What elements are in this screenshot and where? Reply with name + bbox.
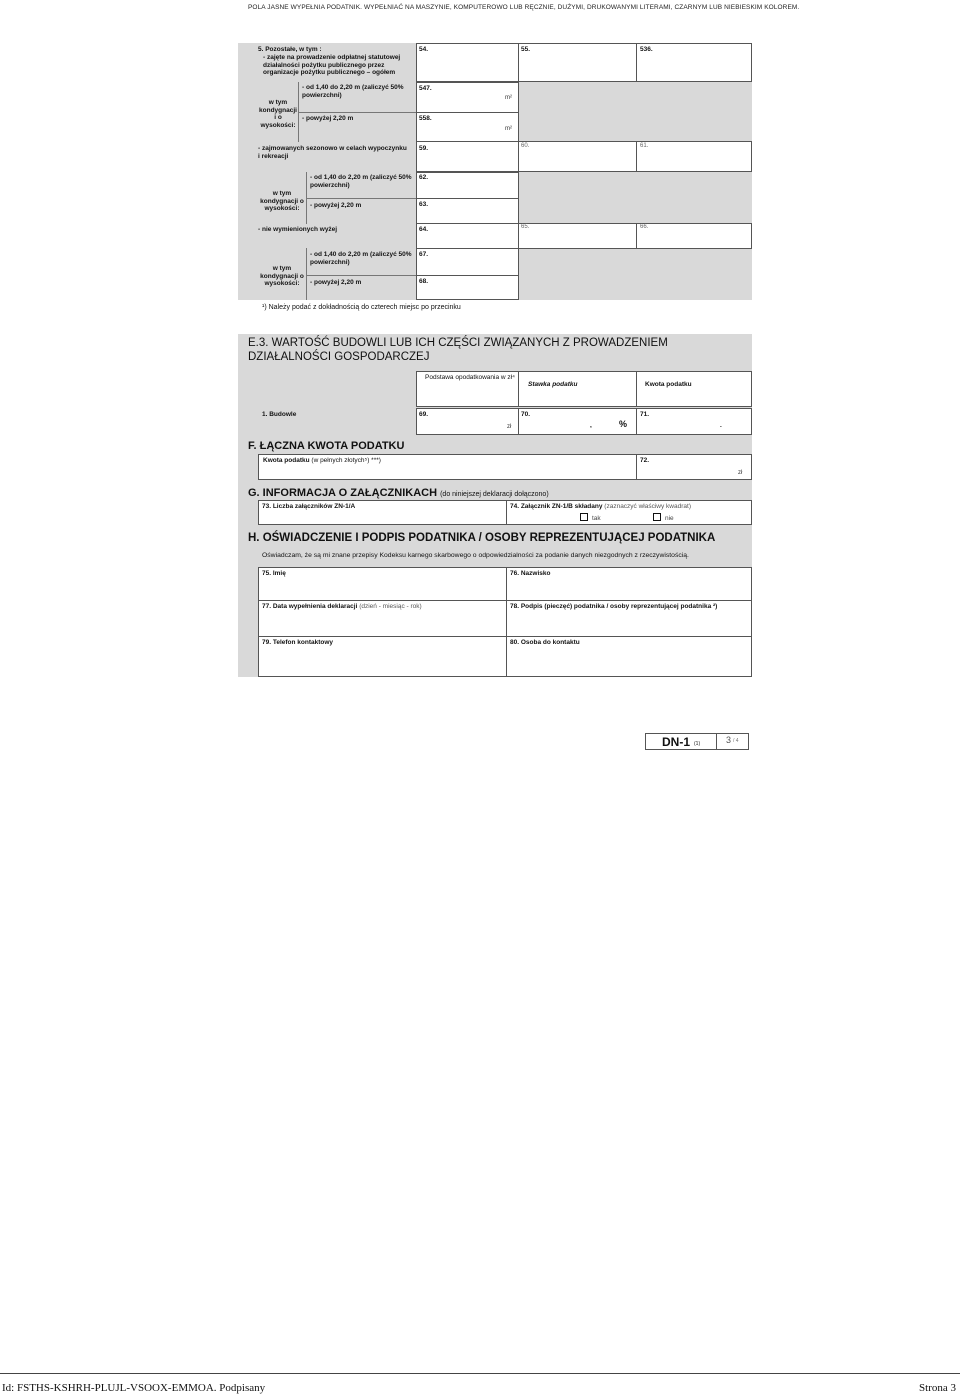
label-sezonowe: - zajmowanych sezonowo w celach wypoczynku i rekreacji [258, 145, 407, 160]
unit-m2-1: m² [505, 95, 512, 101]
field-no-71: 71. [640, 411, 650, 418]
field-no-61: 61. [640, 143, 649, 149]
section-f-title: F. ŁĄCZNA KWOTA PODATKU [248, 440, 405, 452]
field-65[interactable] [518, 223, 637, 249]
field-76-label: 76. Nazwisko [510, 570, 551, 577]
field-no-69: 69. [419, 411, 429, 418]
checkbox-tak[interactable] [580, 513, 588, 521]
field-63[interactable] [416, 198, 519, 224]
field-no-64: 64. [419, 226, 429, 233]
field-no-547: 547. [419, 85, 432, 92]
page-indicator: Strona 3 [919, 1382, 956, 1394]
field-80-label: 80. Osoba do kontaktu [510, 639, 580, 646]
label-range2-g2: - powyżej 2,20 m [310, 202, 362, 209]
field-no-68: 68. [419, 278, 429, 285]
col-header-rate: Stawka podatku [528, 381, 578, 388]
label-range1-g3: - od 1,40 do 2,20 m (zaliczyć 50% powierzchni) [310, 251, 412, 266]
field-55[interactable] [518, 43, 637, 82]
field-69[interactable] [416, 408, 519, 435]
field-74-label: 74. Załącznik ZN-1/B składany (zaznaczyć właściwy kwadrat) [510, 503, 691, 510]
label-range1-g2: - od 1,40 do 2,20 m (zaliczyć 50% powierzchni) [310, 174, 412, 189]
label-range2-g3: - powyżej 2,20 m [310, 279, 362, 286]
field-62[interactable] [416, 172, 519, 199]
field-61[interactable] [636, 141, 752, 172]
field-no-59: 59. [419, 145, 429, 152]
statement: Oświadczam, że są mi znane przepisy Kodeksu karnego skarbowego o odpowiedzialności za podanie danych niezgodnych z rzeczywistością. [262, 552, 689, 559]
field-no-72: 72. [640, 457, 650, 464]
field-77-label: 77. Data wypełnienia deklaracji (dzień - miesiąc - rok) [262, 603, 422, 610]
unit-m2-2: m² [505, 126, 512, 132]
field-78-label: 78. Podpis (pieczęć) podatnika / osoby reprezentującej podatnika ²) [510, 603, 718, 610]
field-no-55: 55. [521, 46, 531, 53]
field-79-label: 79. Telefon kontaktowy [262, 639, 334, 646]
field-68[interactable] [416, 275, 519, 300]
field-72[interactable] [636, 454, 752, 480]
unit-pct-70: % [619, 419, 628, 429]
field-60[interactable] [518, 141, 637, 172]
field-no-65: 65. [521, 224, 530, 230]
form-version: (1) [694, 741, 701, 747]
col-header-amount: Kwota podatku [645, 381, 692, 388]
section-e3-title: E.3. WARTOŚĆ BUDOWLI LUB ICH CZĘŚCI ZWIĄZANYCH Z PROWADZENIEM DZIAŁALNOŚCI GOSPODARCZEJ [248, 337, 668, 363]
field-71[interactable] [636, 408, 752, 435]
field-536[interactable] [636, 43, 752, 82]
dot-71: . [720, 422, 722, 429]
label-height-group-3: w tym kondygnacji o wysokości: [260, 265, 304, 287]
label-pozostale: 5. Pozostałe, w tym : [258, 46, 322, 53]
field-no-70: 70. [521, 411, 531, 418]
field-75-label: 75. Imię [262, 570, 286, 577]
label-kwota-podatku: Kwota podatku (w pełnych złotych⁵) ***) [263, 457, 381, 464]
form-id-box [645, 733, 749, 750]
field-66[interactable] [636, 223, 752, 249]
unit-zl-69: zł [507, 424, 512, 430]
label-range2-g1: - powyżej 2,20 m [302, 115, 354, 122]
page-total: / 4 [733, 738, 739, 744]
checkbox-nie-label: nie [665, 515, 674, 522]
section-h-title: H. OŚWIADCZENIE I PODPIS PODATNIKA / OSOBY REPREZENTUJĄCEJ PODATNIKA [248, 532, 716, 544]
field-no-54: 54. [419, 46, 429, 53]
field-no-558: 558. [419, 115, 432, 122]
footnote-precision: ¹) Należy podać z dokładnością do czterech miejsc po przecinku [262, 304, 461, 311]
field-no-536: 536. [640, 46, 653, 53]
field-no-63: 63. [419, 201, 429, 208]
field-67[interactable] [416, 248, 519, 276]
label-pozytek-publiczny: - zajęte na prowadzenie odpłatnej statutowej działalności pożytku publicznego przez organizacje pożytku publicznego – ogółem [263, 54, 401, 76]
field-no-60: 60. [521, 143, 530, 149]
checkbox-nie[interactable] [653, 513, 661, 521]
checkbox-tak-label: tak [592, 515, 601, 522]
label-range1-g1: - od 1,40 do 2,20 m (zaliczyć 50% powierzchni) [302, 84, 404, 99]
comma-70: , [590, 422, 592, 429]
label-height-group-2: w tym kondygnacji o wysokości: [260, 190, 304, 212]
field-no-62: 62. [419, 174, 429, 181]
label-nie-wymienionych: - nie wymienionych wyżej [258, 226, 338, 233]
label-height-group-1: w tym kondygnacji i o wysokości: [259, 99, 297, 129]
row-budowle: 1. Budowle [262, 411, 297, 418]
field-no-67: 67. [419, 251, 429, 258]
header-note: POLA JASNE WYPEŁNIA PODATNIK. WYPEŁNIAĆ NA MASZYNIE, KOMPUTEROWO LUB RĘCZNIE, DUŻYMI, DRUKOWANYMI LITERAMI, CZARNYM LUB NIEBIESKIM KOLOREM. [248, 4, 800, 11]
page-number: 3 [726, 735, 732, 745]
section-g-title: G. INFORMACJA O ZAŁĄCZNIKACH (do niniejszej deklaracji dołączono) [248, 487, 549, 499]
page-footer [0, 1373, 960, 1395]
col-header-base: Podstawa opodatkowania w zł⁴ [425, 374, 515, 381]
field-75[interactable] [258, 567, 507, 601]
document-id: Id: FSTHS-KSHRH-PLUJL-VSOOX-EMMOA. Podpisany [2, 1382, 266, 1394]
unit-zl-72: zł [738, 470, 743, 476]
field-59[interactable] [416, 141, 519, 172]
form-code: DN-1 [662, 735, 691, 749]
field-73-label: 73. Liczba załączników ZN-1/A [262, 503, 356, 510]
field-54[interactable] [416, 43, 519, 82]
field-no-66: 66. [640, 224, 649, 230]
field-64[interactable] [416, 223, 519, 249]
